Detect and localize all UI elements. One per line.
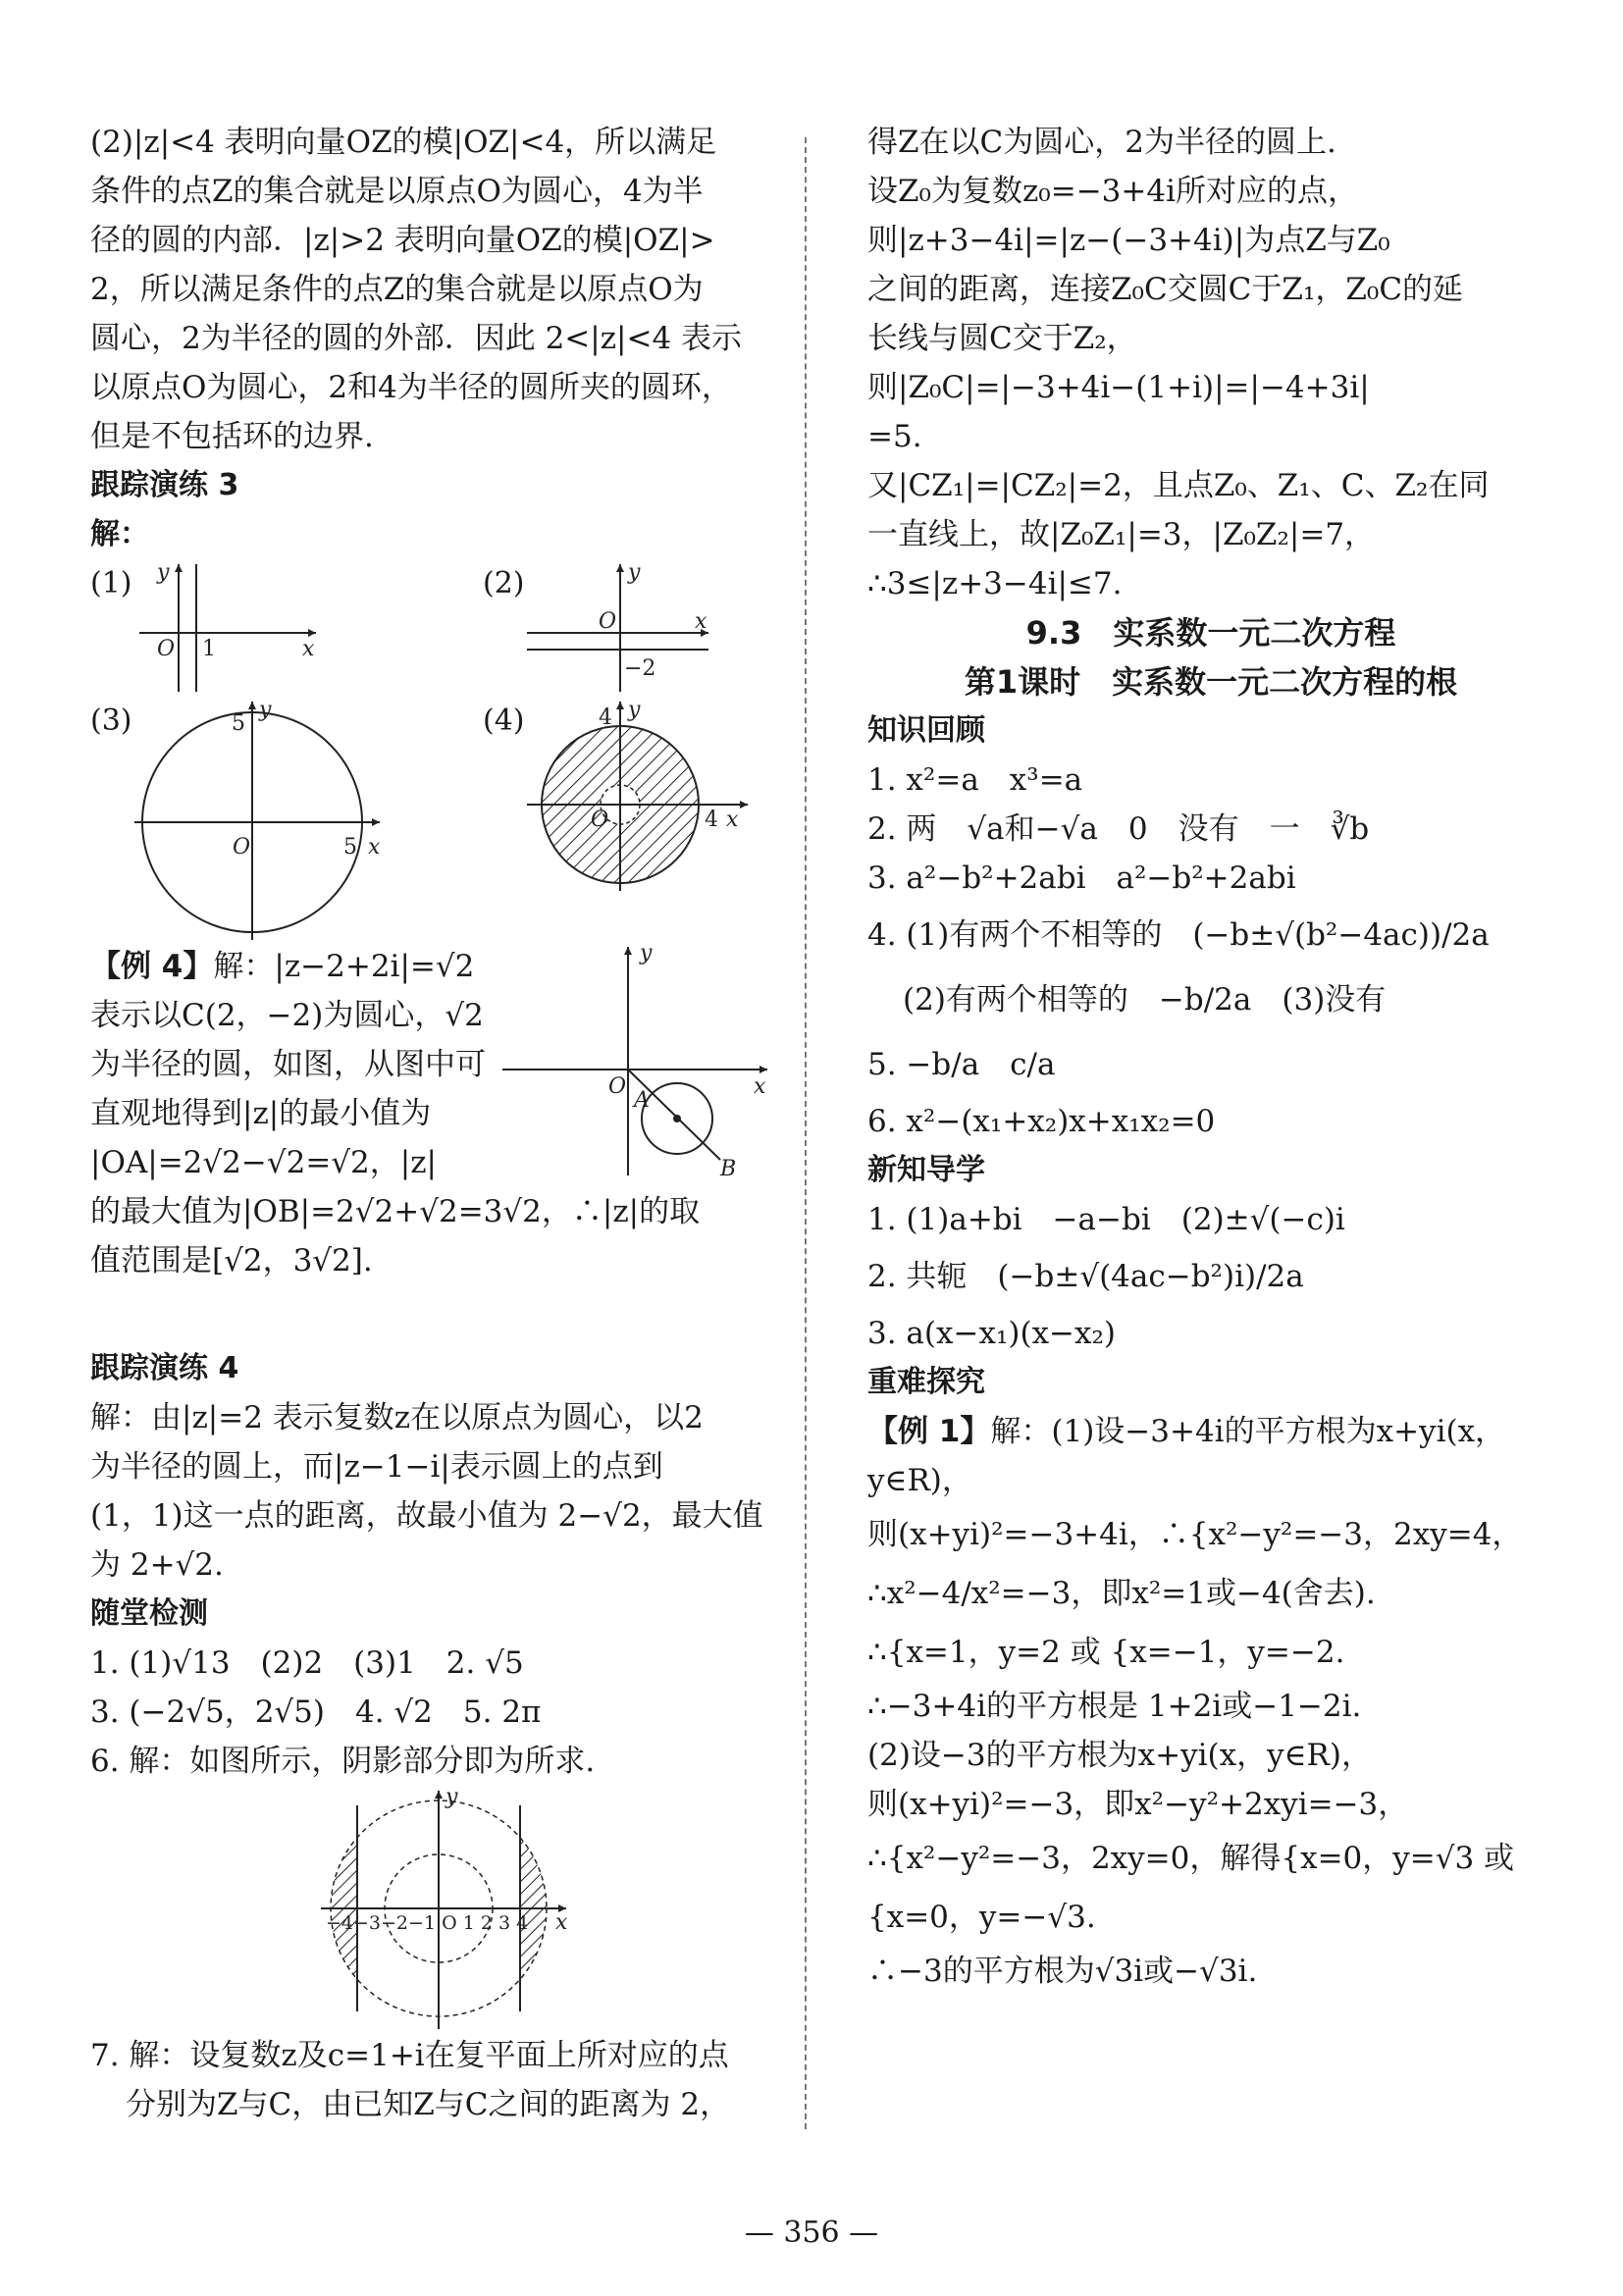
lesson-title: 第1课时 实系数一元二次方程的根	[964, 663, 1458, 701]
text-line: 则|Z₀C|=|−3+4i−(1+i)|=|−4+3i|	[867, 370, 1370, 405]
fig1-origin: O	[157, 637, 176, 661]
fig4-ytick: 4	[599, 705, 612, 730]
fig1-y: y	[157, 560, 170, 585]
ex4-origin: O	[608, 1074, 627, 1099]
check-heading: 随堂检测	[90, 1596, 208, 1631]
review-answer: 3. a²−b²+2abi a²−b²+2abi	[867, 861, 1296, 896]
text-line: 径的圆的内部．|z|>2 表明向量OZ的模|OZ|>	[90, 223, 715, 258]
fig1-tick: 1	[202, 637, 216, 661]
check-answer-1: 1. (1)√13 (2)2 (3)1 2. √5	[90, 1645, 524, 1681]
review-answer: 6. x²−(x₁+x₂)x+x₁x₂=0	[867, 1104, 1216, 1139]
text-line: 条件的点Z的集合就是以原点O为圆心，4为半	[90, 174, 704, 209]
new-answer: 1. (1)a+bi −a−bi (2)±√(−c)i	[867, 1202, 1345, 1237]
ex1-line: ∴{x²−y²=−3，2xy=0，解得{x=0，y=√3 或 {x=0，y=−√3.	[867, 1841, 1515, 1935]
new-answer: 3. a(x−x₁)(x−x₂)	[867, 1316, 1117, 1351]
review-answer: 5. −b/a c/a	[867, 1047, 1056, 1082]
ex1-line	[867, 1407, 1554, 1505]
ex4-tail-line: 的最大值为|OB|=2√2+√2=3√2，∴|z|的取	[90, 1194, 701, 1229]
check-answer-7-cont: 分别为Z与C，由已知Z与C之间的距离为 2，	[126, 2087, 731, 2122]
ex4-text: 解：|z−2+2i|=√2	[213, 949, 475, 984]
ex1-line: ∴−3+4i的平方根是 1+2i或−1−2i.	[867, 1689, 1362, 1724]
page-number: — 356 —	[744, 2216, 879, 2250]
check6-y: y	[445, 1786, 458, 1809]
left-column	[90, 118, 783, 2129]
track4-line: 为半径的圆上，而|z−1−i|表示圆上的点到	[90, 1449, 663, 1485]
fig4-y: y	[628, 698, 641, 722]
text-line: =5.	[867, 419, 922, 454]
text-line: (2)|z|<4 表明向量OZ的模|OZ|<4，所以满足	[90, 125, 717, 160]
ex4-x: x	[754, 1074, 766, 1099]
text-line: 设Z₀为复数z₀=−3+4i所对应的点，	[867, 174, 1359, 209]
review-answer: 1. x²=a x³=a	[867, 762, 1083, 798]
fig4-xtick: 4	[705, 808, 718, 832]
fig3-label: (3)	[90, 704, 132, 738]
ex4-line: |OA|=2√2−√2=√2，|z|	[90, 1145, 437, 1180]
check-answer-6: 6. 解：如图所示，阴影部分即为所求.	[90, 1744, 596, 1779]
track4-line: 为 2+√2.	[90, 1547, 224, 1583]
example-4	[90, 942, 783, 1344]
fig3-x: x	[368, 835, 381, 860]
review-answer: 2. 两 √a和−√a 0 没有 一 ∛b	[867, 811, 1370, 847]
ex1-text: 解：(1)设−3+4i的平方根为x+yi(x，y∈R)，	[867, 1414, 1506, 1498]
fig2-x: x	[695, 609, 707, 634]
new-heading: 新知导学	[867, 1153, 985, 1187]
column-divider	[805, 137, 807, 2129]
check6-ticks: −4−3−2−1 O 1 2 3 4	[326, 1912, 529, 1934]
ex4-line: 表示以C(2，−2)为圆心，√2	[90, 998, 484, 1033]
fig4-x: x	[726, 808, 739, 832]
right-column	[867, 118, 1554, 1996]
fig2-y: y	[628, 560, 641, 585]
ex1-line: 则(x+yi)²=−3+4i，∴{x²−y²=−3，2xy=4，	[867, 1517, 1523, 1552]
ex4-line: 为半径的圆，如图，从图中可	[90, 1047, 486, 1082]
text-line: 2，所以满足条件的点Z的集合就是以原点O为	[90, 272, 704, 307]
ex4-point-B: B	[720, 1157, 737, 1177]
fig3-origin: O	[233, 835, 251, 860]
ex4-line	[90, 942, 502, 991]
fig2-origin: O	[599, 609, 617, 634]
fig3-xtick: 5	[343, 835, 357, 860]
text-line: 以原点O为圆心，2和4为半径的圆所夹的圆环，	[90, 370, 732, 405]
text-line: 又|CZ₁|=|CZ₂|=2，且点Z₀、Z₁、C、Z₂在同	[867, 468, 1490, 503]
ex4-tail-line: 值范围是[√2，3√2].	[90, 1243, 373, 1278]
fig1-graph	[130, 559, 326, 697]
check-answer-7: 7. 解：设复数z及c=1+i在复平面上所对应的点	[90, 2038, 729, 2073]
track4-heading: 跟踪演练 4	[90, 1351, 239, 1385]
figure-row-1	[90, 559, 783, 697]
ex4-point-A: A	[634, 1088, 650, 1113]
text-line: 圆心，2为半径的圆的外部．因此 2<|z|<4 表示	[90, 321, 743, 356]
text-line: 一直线上，故|Z₀Z₁|=3，|Z₀Z₂|=7，	[867, 517, 1376, 552]
track4-line: 解：由|z|=2 表示复数z在以原点为圆心，以2	[90, 1400, 704, 1435]
text-line: 但是不包括环的边界.	[90, 419, 374, 454]
check6-x: x	[555, 1910, 568, 1935]
ex4-figure	[502, 942, 777, 1177]
ex4-y: y	[640, 942, 653, 965]
review-answer: 4. (1)有两个不相等的 (−b±√(b²−4ac))/2a	[867, 917, 1490, 953]
fig4-origin: O	[591, 808, 609, 832]
fig1-label: (1)	[90, 566, 132, 600]
text-line: ∴3≤|z+3−4i|≤7.	[867, 566, 1123, 601]
para-2	[90, 118, 783, 461]
ex1-line: (2)设−3的平方根为x+yi(x，y∈R)，	[867, 1738, 1372, 1773]
text-line: 之间的距离，连接Z₀C交圆C于Z₁，Z₀C的延	[867, 272, 1464, 307]
track4-line: (1，1)这一点的距离，故最小值为 2−√2，最大值	[90, 1498, 763, 1534]
review-heading: 知识回顾	[867, 713, 985, 748]
hard-heading: 重难探究	[867, 1365, 985, 1399]
check6-figure	[316, 1786, 571, 2031]
text-line: 长线与圆C交于Z₂，	[867, 321, 1137, 356]
solution-label: 解：	[90, 517, 149, 551]
text-line: 得Z在以C为圆心，2为半径的圆上.	[867, 125, 1336, 160]
ex1-line: ∴{x=1，y=2 或 {x=−1，y=−2.	[867, 1635, 1345, 1670]
section-title: 9.3 实系数一元二次方程	[1025, 614, 1396, 652]
fig3-graph	[130, 697, 385, 942]
ex1-line: 则(x+yi)²=−3，即x²−y²+2xyi=−3，	[867, 1787, 1409, 1822]
ex1-line: ∴−3的平方根为√3i或−√3i.	[867, 1954, 1258, 1989]
track3-heading: 跟踪演练 3	[90, 468, 239, 502]
text-line: 则|z+3−4i|=|z−(−3+4i)|为点Z与Z₀	[867, 223, 1390, 258]
fig2-tick: −2	[624, 656, 656, 681]
new-answer: 2. 共轭 (−b±√(4ac−b²)i)/2a	[867, 1259, 1304, 1294]
fig4-label: (4)	[483, 704, 525, 738]
fig2-label: (2)	[483, 566, 525, 600]
ex1-tag: 【例 1】	[867, 1414, 991, 1449]
ex1-line: ∴x²−4/x²=−3，即x²=1或−4(舍去).	[867, 1576, 1376, 1611]
review-answer: (2)有两个相等的 −b/2a (3)没有	[903, 982, 1387, 1018]
fig4-graph	[522, 697, 758, 893]
fig2-graph	[522, 559, 718, 697]
figure-row-2	[90, 697, 783, 942]
ex4-line: 直观地得到|z|的最小值为	[90, 1096, 432, 1131]
ex4-tag: 【例 4】	[90, 949, 214, 984]
fig3-y: y	[259, 698, 272, 722]
fig1-x: x	[302, 637, 315, 661]
fig3-ytick: 5	[232, 711, 245, 736]
check-answer-3: 3. (−2√5，2√5) 4. √2 5. 2π	[90, 1695, 542, 1730]
